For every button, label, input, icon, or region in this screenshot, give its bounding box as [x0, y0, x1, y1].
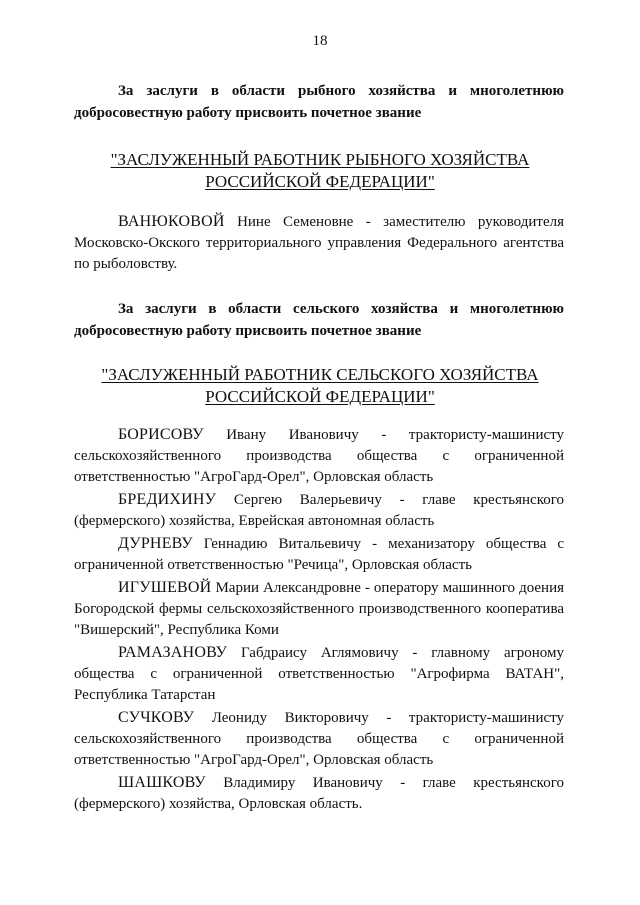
awardee-entry — [74, 577, 564, 641]
awardee-details: Габдраису Аглямовичу - главному агроному общества с ограниченной ответственностью "Агрофирма ВАТАН", Республика Татарстан — [74, 645, 564, 703]
awardee-entry — [74, 489, 564, 532]
section1-title-line1: "ЗАСЛУЖЕННЫЙ РАБОТНИК РЫБНОГО ХОЗЯЙСТВА — [110, 150, 530, 169]
section2-title-line2: РОССИЙСКОЙ ФЕДЕРАЦИИ" — [205, 387, 435, 406]
awardee-entry — [74, 424, 564, 488]
awardee-surname: ДУРНЕВУ — [118, 535, 193, 552]
awardee-details: Владимиру Ивановичу - главе крестьянского (фермерского) хозяйства, Орловская область. — [74, 775, 564, 812]
section2-title-line1: "ЗАСЛУЖЕННЫЙ РАБОТНИК СЕЛЬСКОГО ХОЗЯЙСТВА — [101, 365, 539, 384]
section1-awardee-list — [74, 211, 564, 276]
awardee-entry — [74, 211, 564, 275]
awardee-details: Марии Александровне - оператору машинного доения Богородской фермы сельскохозяйственного производственного кооператива "Вишерский", Республика Коми — [74, 580, 564, 638]
awardee-entry — [74, 772, 564, 815]
awardee-entry — [74, 707, 564, 771]
awardee-details: Сергею Валерьевичу - главе крестьянского (фермерского) хозяйства, Еврейская автономная область — [74, 492, 564, 529]
section2-title — [0, 364, 640, 408]
awardee-surname: РАМАЗАНОВУ — [118, 644, 228, 661]
awardee-entry — [74, 642, 564, 706]
awardee-surname: БОРИСОВУ — [118, 426, 204, 443]
page-number: 18 — [312, 33, 328, 49]
awardee-surname: ВАНЮКОВОЙ — [118, 213, 225, 230]
section1-title-line2: РОССИЙСКОЙ ФЕДЕРАЦИИ" — [205, 172, 435, 191]
awardee-details: Ивану Ивановичу - трактористу-машинисту сельскохозяйственного производства общества с ограниченной ответственностью "АгроГард-Орел", Орловская область — [74, 427, 564, 485]
section1-title — [0, 149, 640, 193]
awardee-details: Геннадию Витальевичу - механизатору общества с ограниченной ответственностью "Речица", Орловская область — [74, 536, 564, 573]
awardee-surname: ШАШКОВУ — [118, 774, 206, 791]
awardee-entry — [74, 533, 564, 576]
awardee-surname: СУЧКОВУ — [118, 709, 195, 726]
awardee-details: Нине Семеновне - заместителю руководителя Московско-Окского территориального управления Федерального агентства по рыболовству. — [74, 214, 564, 272]
awardee-details: Леониду Викторовичу - трактористу-машинисту сельскохозяйственного производства общества с ограниченной ответственностью "АгроГард-Орел", Орловская область — [74, 710, 564, 768]
section1-intro: За заслуги в области рыбного хозяйства и многолетнюю добросовестную работу присвоить почетное звание — [74, 83, 564, 121]
awardee-surname: БРЕДИХИНУ — [118, 491, 217, 508]
section2-awardee-list — [74, 424, 564, 816]
awardee-surname: ИГУШЕВОЙ — [118, 579, 212, 596]
section2-intro: За заслуги в области сельского хозяйства и многолетнюю добросовестную работу присвоить почетное звание — [74, 301, 564, 339]
